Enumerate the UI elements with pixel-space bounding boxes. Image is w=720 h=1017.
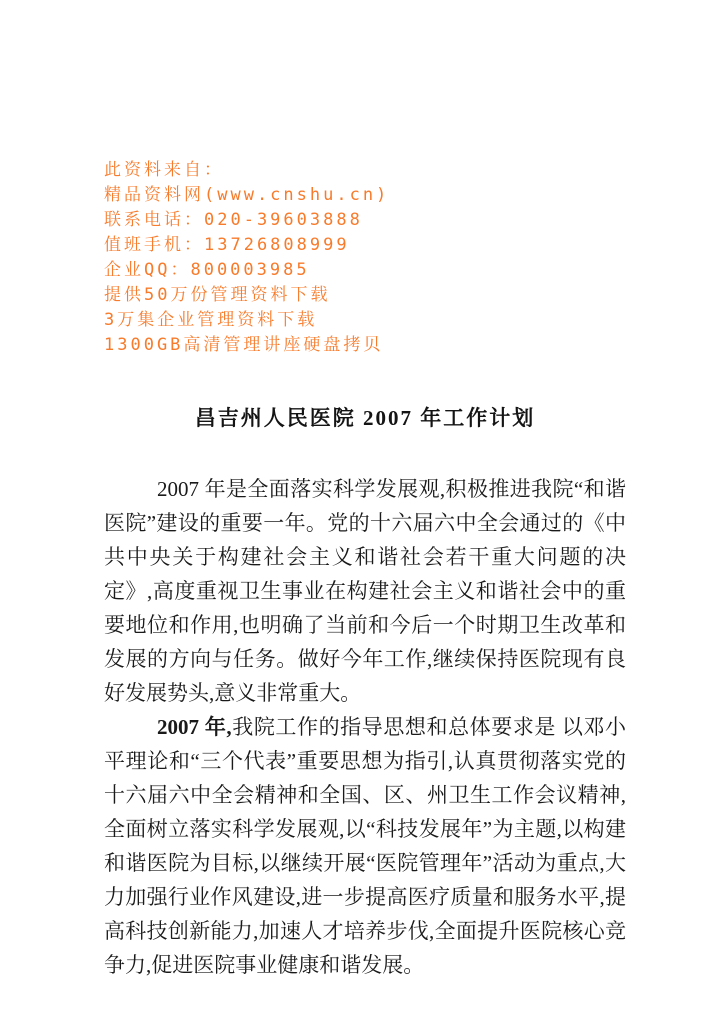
ad-line-offer-2: 3万集企业管理资料下载 — [104, 310, 318, 330]
watermark-ad-block — [104, 158, 524, 358]
ad-line-phone: 联系电话：020-39603888 — [104, 210, 363, 230]
paragraph-1-text: 2007 年是全面落实科学发展观,积极推进我院“和谐医院”建设的重要一年。党的十六届六中全会通过的《中共中央关于构建社会主义和谐社会若干重大问题的决定》,高度重视卫生事业在构建社会主义和谐社会中的重要地位和作用,也明确了当前和今后一个时期卫生改革和发展的方向与任务。做好今年工作,继续保持医院现有良好发展势头,意义非常重大。 — [104, 477, 626, 705]
ad-line-website: 精品资料网(www.cnshu.cn) — [104, 185, 390, 205]
ad-line-offer-3: 1300GB高清管理讲座硬盘拷贝 — [104, 335, 384, 355]
ad-line-source: 此资料来自： — [104, 160, 224, 180]
ad-line-offer-1: 提供50万份管理资料下载 — [104, 285, 331, 305]
document-body — [104, 472, 626, 982]
paragraph-1 — [104, 472, 626, 710]
ad-line-qq: 企业QQ：800003985 — [104, 260, 310, 280]
ad-line-mobile: 值班手机：13726808999 — [104, 235, 350, 255]
paragraph-2-text: 我院工作的指导思想和总体要求是 以邓小平理论和“三个代表”重要思想为指引,认真贯彻落实党的十六届六中全会精神和全国、区、州卫生工作会议精神,全面树立落实科学发展观,以“科技发展年”为主题,以构建和谐医院为目标,以继续开展“医院管理年”活动为重点,大力加强行业作风建设,进一步提高医疗质量和服务水平,提高科技创新能力,加速人才培养步伐,全面提升医院核心竞争力,促进医院事业健康和谐发展。 — [104, 715, 627, 977]
paragraph-2-lead: 2007 年, — [157, 715, 232, 739]
document-title: 昌吉州人民医院 2007 年工作计划 — [194, 406, 536, 430]
paragraph-2 — [104, 710, 626, 982]
